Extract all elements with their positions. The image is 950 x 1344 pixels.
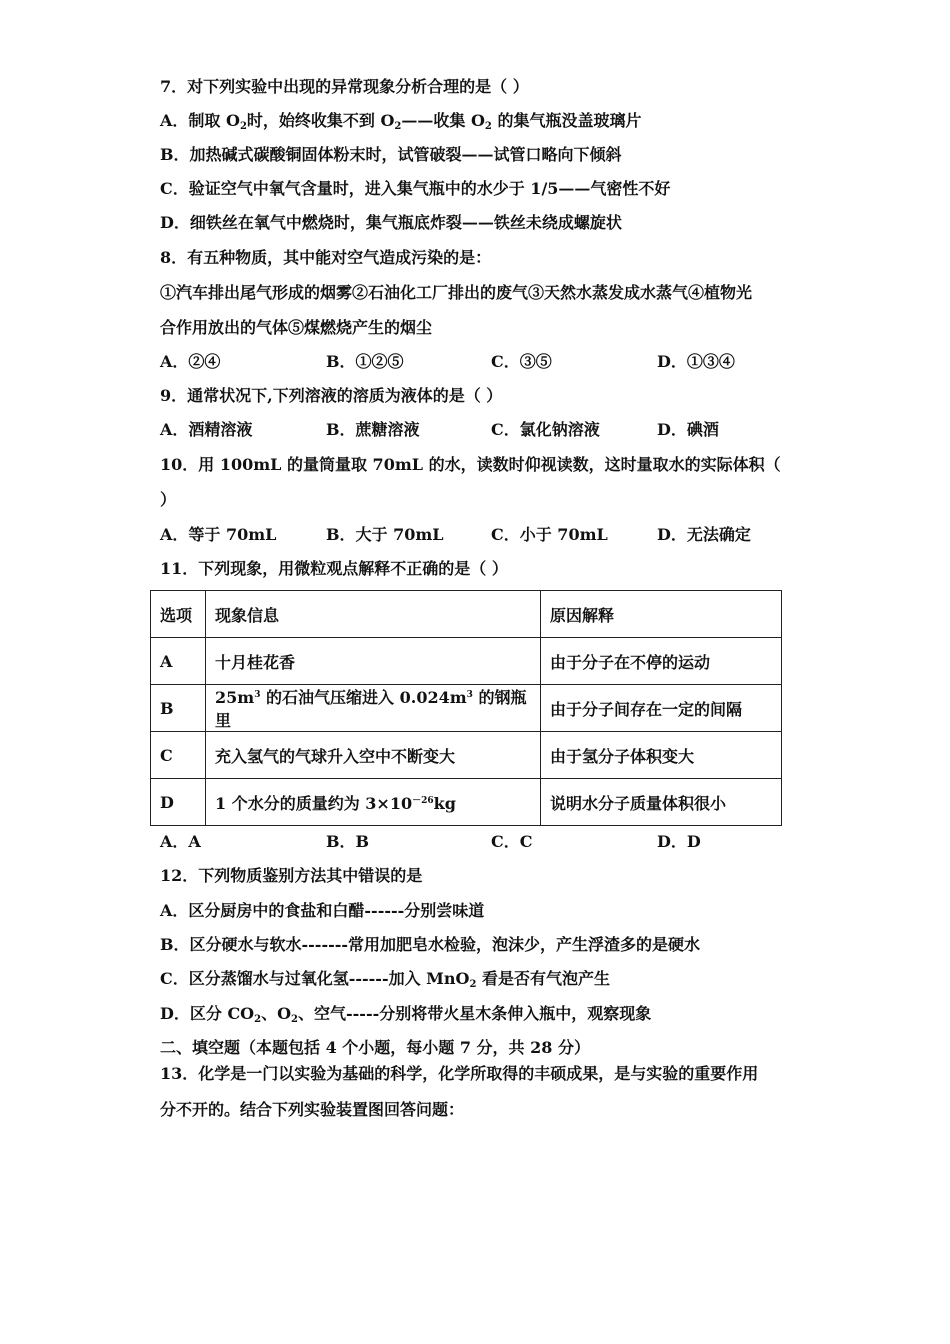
q7-option-b: B．加热碱式碳酸铜固体粉末时，试管破裂——试管口略向下倾斜 (160, 145, 622, 164)
row-phenomenon: $25m^3$ 的石油气压缩进入 $0.024m^3$ 的钢瓶里 (206, 685, 541, 732)
q10-option-d: D．无法确定 (657, 525, 751, 544)
q12-stem: 12．下列物质鉴别方法其中错误的是 (160, 866, 423, 885)
q13-line2: 分不开的。结合下列实验装置图回答问题： (160, 1100, 465, 1119)
q12-option-a: A．区分厨房中的食盐和白醋------分别尝味道 (160, 901, 485, 920)
q10-option-a: A．等于 70mL (160, 525, 277, 544)
q12-option-b: B．区分硬水与软水-------常用加肥皂水检验，泡沫少，产生浮渣多的是硬水 (160, 935, 701, 954)
table-row (151, 638, 782, 685)
row-reason: 由于分子在不停的运动 (541, 638, 782, 685)
q11-option-d: D．D (657, 832, 701, 851)
row-label: C (151, 732, 206, 779)
row-reason: 说明水分子质量体积很小 (541, 779, 782, 826)
table-row (151, 779, 782, 826)
q10-option-b: B．大于 70mL (326, 525, 444, 544)
q11-option-b: B．B (326, 832, 370, 851)
q7-option-a: A．制取 $O_2$时，始终收集不到 $O_2——$收集 $O_2$ 的集气瓶没盖玻璃片 (160, 111, 642, 132)
q11-table (150, 590, 782, 826)
q11-option-a: A．A (160, 832, 201, 851)
q12-option-d: D．区分 $CO_2$、$O_2$、空气-----分别将带火星木条伸入瓶中，观察现象 (160, 1004, 652, 1025)
q9-stem: 9．通常状况下,下列溶液的溶质为液体的是（ ） (160, 386, 503, 405)
section-title: 二、填空题（本题包括 4 个小题，每小题 7 分，共 28 分） (160, 1038, 590, 1057)
q10-stem-cont: ） (160, 490, 177, 509)
q8-option-c: C．③⑤ (491, 352, 552, 371)
q7-option-d: D．细铁丝在氧气中燃烧时，集气瓶底炸裂——铁丝未绕成螺旋状 (160, 213, 622, 232)
header-phenomenon: 现象信息 (206, 591, 541, 638)
q7-option-c: C．验证空气中氧气含量时，进入集气瓶中的水少于 1/5——气密性不好 (160, 179, 671, 198)
q13-line1: 13．化学是一门以实验为基础的科学，化学所取得的丰硕成果，是与实验的重要作用 (160, 1064, 759, 1083)
row-label: B (151, 685, 206, 732)
row-phenomenon: 充入氢气的气球升入空中不断变大 (206, 732, 541, 779)
row-reason: 由于氢分子体积变大 (541, 732, 782, 779)
row-label: D (151, 779, 206, 826)
q12-option-c: C．区分蒸馏水与过氧化氢------加入 MnO$_2$ 看是否有气泡产生 (160, 969, 610, 990)
q8-option-a: A．②④ (160, 352, 221, 371)
row-phenomenon: 十月桂花香 (206, 638, 541, 685)
header-reason: 原因解释 (541, 591, 782, 638)
q8-option-d: D．①③④ (657, 352, 735, 371)
q11-option-c: C．C (491, 832, 533, 851)
table-row (151, 685, 782, 732)
q9-option-c: C．氯化钠溶液 (491, 420, 600, 439)
q8-items-line1: ①汽车排出尾气形成的烟雾②石油化工厂排出的废气③天然水蒸发成水蒸气④植物光 (160, 283, 753, 302)
q9-option-d: D．碘酒 (657, 420, 719, 439)
q11-stem: 11．下列现象，用微粒观点解释不正确的是（ ） (160, 559, 508, 578)
row-reason: 由于分子间存在一定的间隔 (541, 685, 782, 732)
table-header-row (151, 591, 782, 638)
q10-option-c: C．小于 70mL (491, 525, 608, 544)
q8-stem: 8．有五种物质，其中能对空气造成污染的是： (160, 248, 492, 267)
q9-option-a: A．酒精溶液 (160, 420, 253, 439)
q10-stem: 10．用 100mL 的量筒量取 70mL 的水，读数时仰视读数，这时量取水的实际体积（ (160, 455, 781, 474)
table-row (151, 732, 782, 779)
row-phenomenon: 1 个水分的质量约为 $3\times 10^{-26}kg$ (206, 779, 541, 826)
row-label: A (151, 638, 206, 685)
q7-stem: 7．对下列实验中出现的异常现象分析合理的是（ ） (160, 77, 529, 96)
q8-option-b: B．①②⑤ (326, 352, 404, 371)
header-option: 选项 (151, 591, 206, 638)
q9-option-b: B．蔗糖溶液 (326, 420, 420, 439)
q8-items-line2: 合作用放出的气体⑤煤燃烧产生的烟尘 (160, 318, 433, 337)
